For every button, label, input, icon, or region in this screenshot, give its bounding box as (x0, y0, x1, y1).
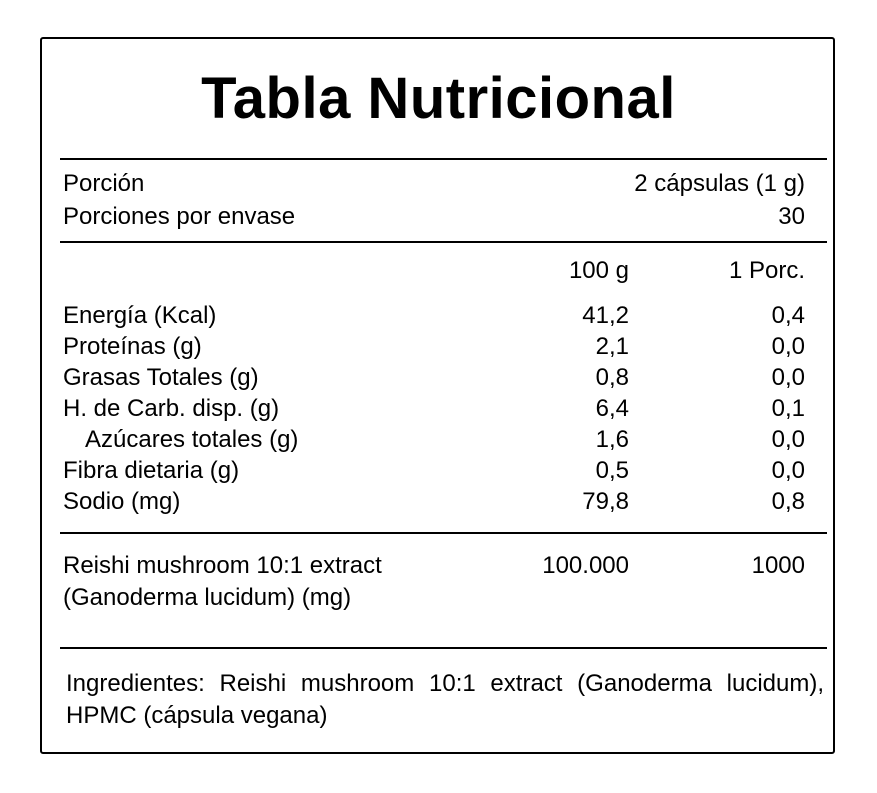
extract-per-serving: 1000 (751, 552, 805, 579)
extract-name-line2: (Ganoderma lucidum) (mg) (63, 584, 352, 611)
extract-per100: 100.000 (542, 552, 629, 579)
per-container-label: Porciones por envase (63, 203, 296, 230)
per-container-value: 30 (778, 203, 805, 230)
nutrient-name-protein: Proteínas (g) (63, 333, 202, 360)
nutrient-name-energy: Energía (Kcal) (63, 302, 217, 329)
page-title: Tabla Nutricional (201, 66, 676, 131)
divider-serving (60, 241, 827, 243)
nutrient-serving-sodium: 0,8 (771, 488, 805, 515)
nutrient-name-sugars: Azúcares totales (g) (85, 426, 299, 453)
nutrient-per100-fiber: 0,5 (595, 457, 629, 484)
portion-value: 2 cápsulas (1 g) (634, 170, 805, 197)
nutrient-name-sodium: Sodio (mg) (63, 488, 181, 515)
portion-label: Porción (63, 170, 145, 197)
divider-top (60, 158, 827, 160)
nutrient-serving-sugars: 0,0 (771, 426, 805, 453)
divider-extract (60, 647, 827, 649)
nutrient-name-fiber: Fibra dietaria (g) (63, 457, 240, 484)
nutrient-per100-fat: 0,8 (595, 364, 629, 391)
nutrient-name-carbs: H. de Carb. disp. (g) (63, 395, 280, 422)
column-header-serving: 1 Porc. (728, 257, 805, 284)
nutrient-serving-fat: 0,0 (771, 364, 805, 391)
nutrient-per100-sugars: 1,6 (595, 426, 629, 453)
nutrient-serving-protein: 0,0 (771, 333, 805, 360)
nutrient-serving-carbs: 0,1 (771, 395, 805, 422)
nutrient-name-fat: Grasas Totales (g) (63, 364, 259, 391)
divider-nutrients (60, 532, 827, 534)
column-header-100g: 100 g (568, 257, 629, 284)
nutrient-serving-fiber: 0,0 (771, 457, 805, 484)
nutrient-per100-energy: 41,2 (582, 302, 629, 329)
nutrient-per100-protein: 2,1 (595, 333, 629, 360)
ingredients-text: Ingredientes: Reishi mushroom 10:1 extract (Ganoderma lucidum), HPMC (cápsula vegana) (66, 670, 824, 729)
extract-name-line1: Reishi mushroom 10:1 extract (63, 552, 382, 579)
nutrient-per100-sodium: 79,8 (582, 488, 629, 515)
nutrient-serving-energy: 0,4 (771, 302, 805, 329)
nutrient-per100-carbs: 6,4 (595, 395, 629, 422)
